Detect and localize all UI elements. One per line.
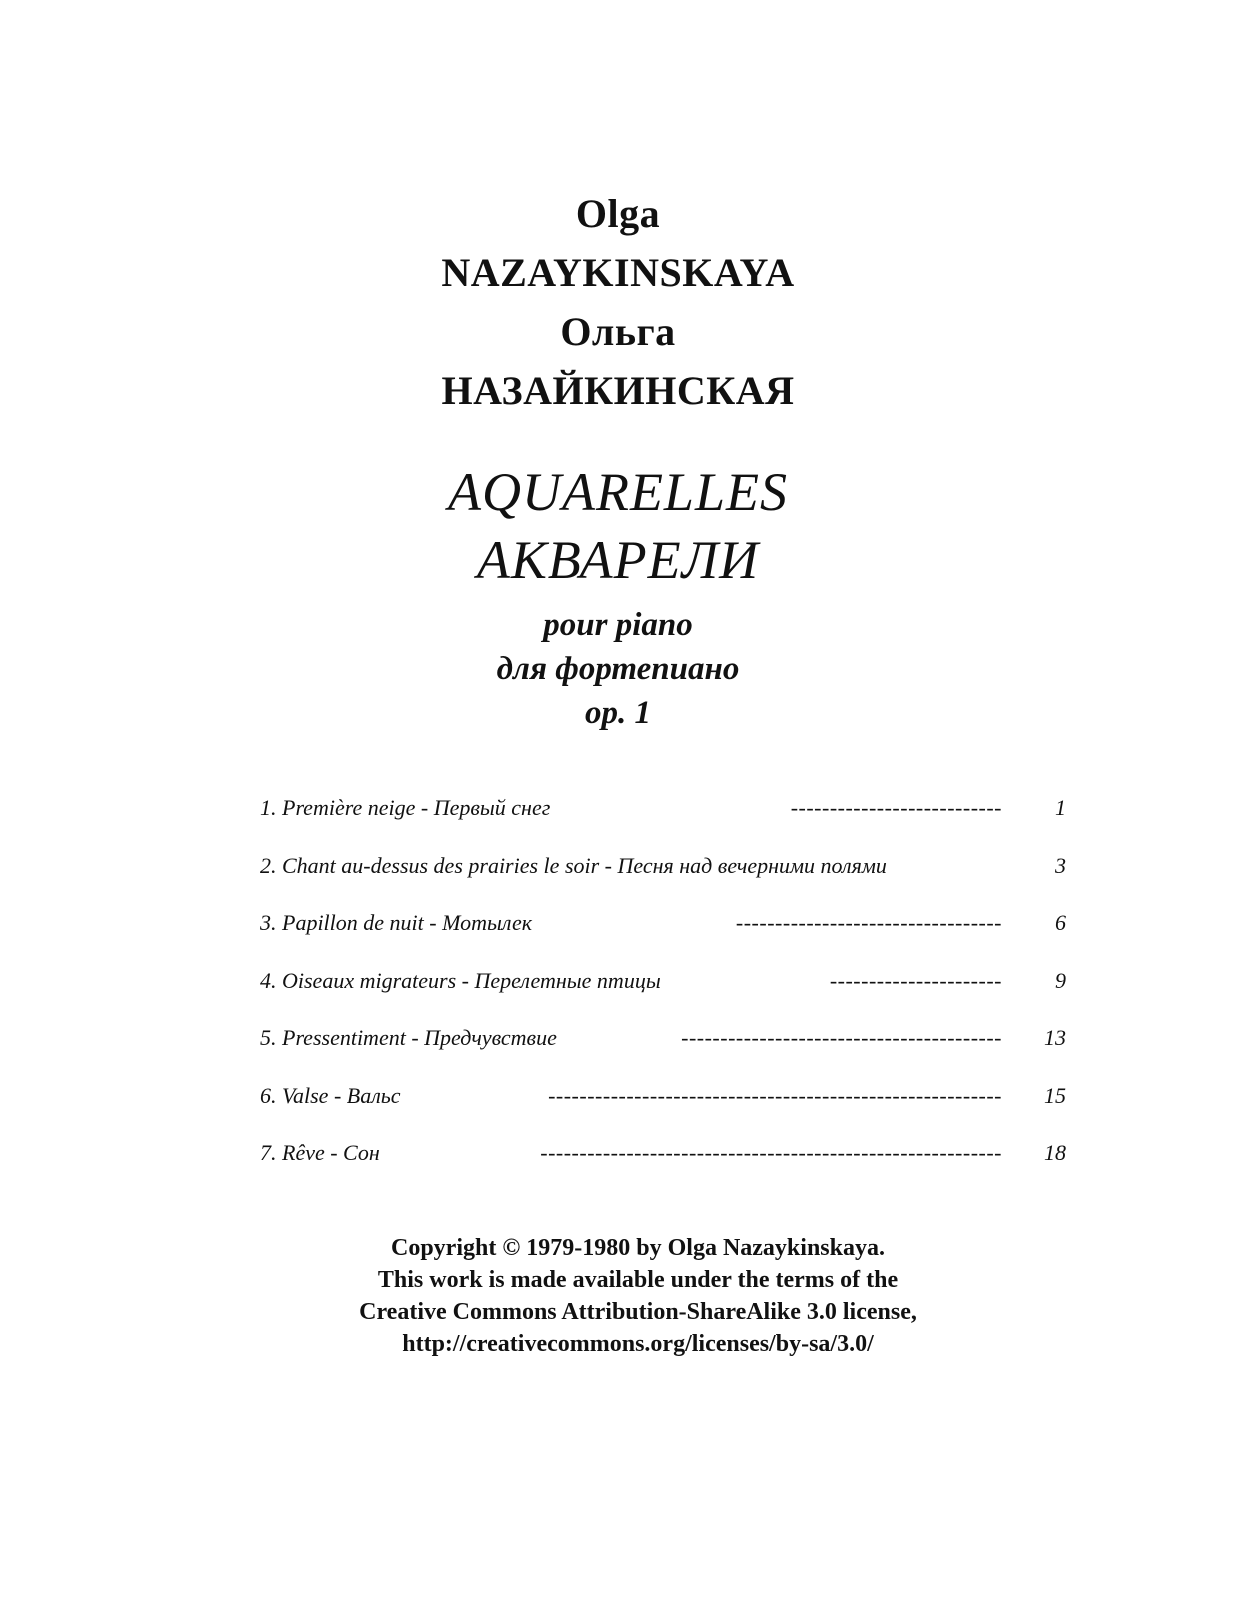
license-line: This work is made available under the terms of the (377, 1267, 899, 1293)
composer-first-name-latin: Olga (575, 191, 661, 236)
toc-entry-title: 5. Pressentiment - Предчувствие (260, 1025, 557, 1050)
toc-entry (260, 901, 1070, 959)
table-of-contents (260, 786, 1070, 1189)
toc-entry-leader: ----------------------------------------------------------- (540, 1140, 1002, 1165)
toc-entry-leader: ----------------------------------------- (681, 1025, 1002, 1050)
toc-entry (260, 786, 1070, 844)
copyright-line: Copyright © 1979-1980 by Olga Nazaykinskaya. (391, 1235, 885, 1261)
toc-entry-page: 9 (1055, 967, 1066, 993)
composer-name (0, 184, 1236, 420)
license-url: http://creativecommons.org/licenses/by-sa/3.0/ (402, 1331, 874, 1357)
toc-entry (260, 844, 1070, 902)
toc-entry-title: 7. Rêve - Сон (260, 1140, 380, 1165)
toc-entry-title: 6. Valse - Вальс (260, 1082, 401, 1108)
toc-entry-page: 1 (1055, 795, 1066, 820)
toc-entry-title: 1. Première neige - Первый снег (260, 795, 551, 820)
toc-entry (260, 1016, 1070, 1074)
opus-number: op. 1 (585, 695, 651, 731)
toc-entry (260, 1074, 1070, 1132)
toc-entry-leader: ---------------------------------- (735, 910, 1002, 935)
toc-entry-leader: --------------------------- (790, 795, 1002, 820)
toc-entry-title: 3. Papillon de nuit - Мотылек (260, 910, 533, 935)
license-name-line: Creative Commons Attribution-ShareAlike 3.0 license, (359, 1299, 917, 1325)
toc-entry-title: 4. Oiseaux migrateurs - Перелетные птицы (260, 967, 661, 993)
instrument-russian: для фортепиано (496, 651, 740, 687)
composer-last-name-latin: NAZAYKINSKAYA (441, 250, 795, 295)
toc-entry (260, 1131, 1070, 1189)
toc-entry-page: 6 (1055, 910, 1066, 935)
toc-entry-title: 2. Chant au-dessus des prairies le soir - Песня над вечерними полями (260, 852, 887, 878)
toc-entry-leader: ---------------------------------------------------------- (548, 1082, 1002, 1108)
toc-entry-page: 13 (1044, 1025, 1066, 1050)
toc-entry-page: 15 (1044, 1082, 1066, 1108)
toc-entry-page: 3 (1055, 852, 1066, 878)
composer-first-name-cyrillic: Ольга (560, 309, 676, 354)
instrument-french: pour piano (543, 607, 693, 643)
copyright-notice (0, 1232, 1236, 1360)
work-title-french: AQUARELLES (448, 462, 788, 522)
composer-last-name-cyrillic: НАЗАЙКИНСКАЯ (441, 368, 795, 413)
toc-entry-leader: ---------------------- (829, 967, 1002, 993)
toc-entry-page: 18 (1044, 1140, 1066, 1165)
toc-entry (260, 959, 1070, 1017)
work-title (0, 458, 1236, 594)
work-subtitle (0, 603, 1236, 735)
work-title-russian: АКВАРЕЛИ (476, 530, 760, 590)
